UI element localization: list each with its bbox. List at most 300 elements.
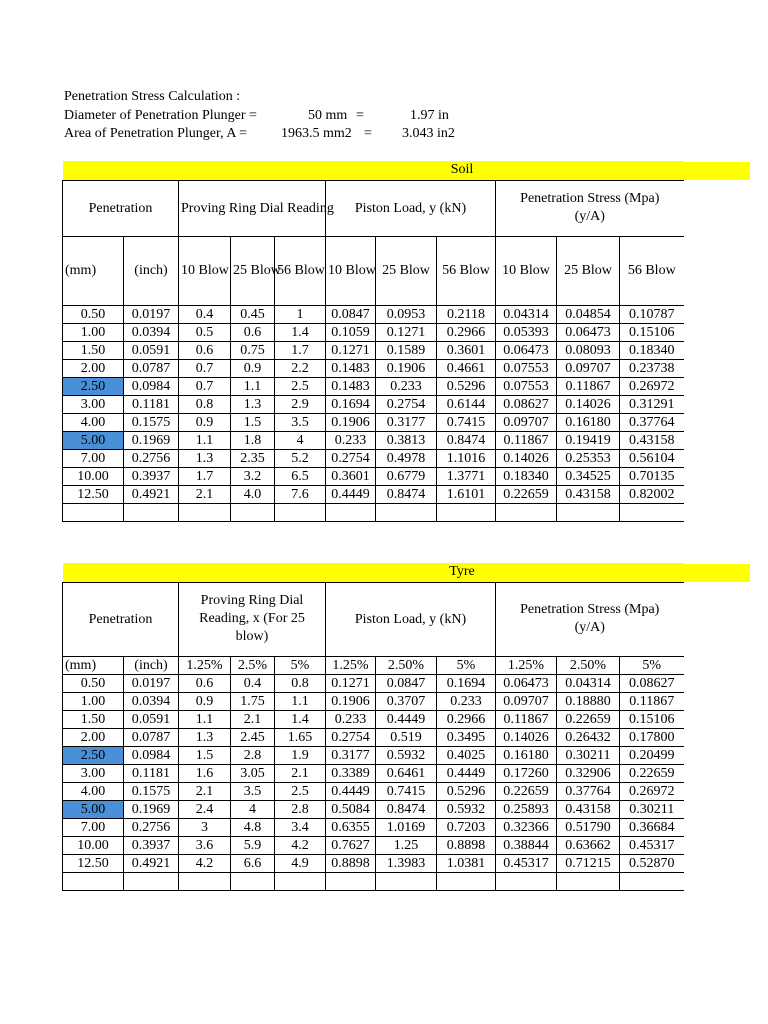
tyre-cell: 0.30211: [620, 800, 684, 818]
tyre-subheader-cell: 5%: [620, 656, 684, 674]
tyre-table: [62, 563, 684, 891]
soil-cell: 4.00: [63, 413, 124, 431]
soil-cell: 0.4978: [376, 449, 437, 467]
tyre-cell: 0.11867: [620, 692, 684, 710]
soil-cell: 0.4: [179, 305, 231, 323]
soil-cell: 0.3937: [124, 467, 179, 485]
table-row: [63, 485, 684, 503]
table-row: [63, 800, 684, 818]
soil-cell: 1.1: [231, 377, 275, 395]
tyre-cell: 2.5: [275, 782, 326, 800]
table-row: [63, 323, 684, 341]
tyre-cell: 0.1181: [124, 764, 179, 782]
tyre-cell: 0.26432: [557, 728, 620, 746]
soil-cell: 0.23738: [620, 359, 684, 377]
tyre-cell: 0.52870: [620, 854, 684, 872]
soil-cell: 0.6: [179, 341, 231, 359]
diameter-label: Diameter of Penetration Plunger =: [64, 107, 257, 123]
soil-subheader-cell: 10 Blow: [326, 236, 376, 305]
soil-cell: 0.9: [231, 359, 275, 377]
soil-cell: 0.2754: [376, 395, 437, 413]
tyre-cell: 0.1271: [326, 674, 376, 692]
soil-cell: 0.4449: [326, 485, 376, 503]
soil-cell: 0.3601: [437, 341, 496, 359]
soil-cell: 0.7: [179, 377, 231, 395]
soil-dial-header: Proving Ring Dial Reading: [179, 180, 326, 236]
soil-cell: 1.3: [179, 449, 231, 467]
tyre-cell: 0.51790: [557, 818, 620, 836]
table-row: [63, 764, 684, 782]
table-row: [63, 836, 684, 854]
soil-cell: 5.2: [275, 449, 326, 467]
tyre-cell: 0.15106: [620, 710, 684, 728]
table-row: [63, 692, 684, 710]
tyre-cell: 0.6461: [376, 764, 437, 782]
soil-cell: 0.233: [376, 377, 437, 395]
soil-cell: 2.50: [63, 377, 124, 395]
tyre-cell: 0.4449: [437, 764, 496, 782]
tyre-cell: 0.63662: [557, 836, 620, 854]
soil-cell: 0.1271: [376, 323, 437, 341]
tyre-title: Tyre: [63, 563, 684, 582]
tyre-cell: 0.5296: [437, 782, 496, 800]
soil-cell: 1.4: [275, 323, 326, 341]
soil-cell: 0.5296: [437, 377, 496, 395]
soil-cell: 0.1271: [326, 341, 376, 359]
soil-cell: 0.0847: [326, 305, 376, 323]
tyre-cell: 0.5932: [376, 746, 437, 764]
soil-cell: 1: [275, 305, 326, 323]
tyre-cell: 0.0591: [124, 710, 179, 728]
soil-cell: 0.2118: [437, 305, 496, 323]
tyre-cell: 1.0169: [376, 818, 437, 836]
soil-cell: 0.16180: [557, 413, 620, 431]
soil-cell: 2.1: [179, 485, 231, 503]
soil-cell: 0.2754: [326, 449, 376, 467]
diameter-eq: =: [356, 107, 364, 123]
tyre-cell: 0.16180: [496, 746, 557, 764]
tyre-cell: 0.32906: [557, 764, 620, 782]
tyre-cell: 5.9: [231, 836, 275, 854]
soil-cell: 0.09707: [557, 359, 620, 377]
soil-cell: 0.11867: [557, 377, 620, 395]
soil-cell: 0.11867: [496, 431, 557, 449]
soil-cell: 1.00: [63, 323, 124, 341]
tyre-cell: 1.6: [179, 764, 231, 782]
tyre-cell: 0.4: [231, 674, 275, 692]
soil-cell: 0.0197: [124, 305, 179, 323]
soil-cell: 0.06473: [557, 323, 620, 341]
soil-cell: 1.1: [179, 431, 231, 449]
tyre-cell: 0.09707: [496, 692, 557, 710]
soil-cell: 0.2756: [124, 449, 179, 467]
soil-cell: 0.3813: [376, 431, 437, 449]
tyre-cell: 1.50: [63, 710, 124, 728]
tyre-cell: 0.17800: [620, 728, 684, 746]
soil-cell: 1.6101: [437, 485, 496, 503]
soil-blank-cell: [496, 503, 557, 521]
table-row: [63, 395, 684, 413]
tyre-cell: 3.00: [63, 764, 124, 782]
soil-cell: 2.35: [231, 449, 275, 467]
soil-cell: 0.1589: [376, 341, 437, 359]
soil-cell: 0.56104: [620, 449, 684, 467]
tyre-cell: 2.45: [231, 728, 275, 746]
soil-cell: 3.5: [275, 413, 326, 431]
soil-cell: 0.3177: [376, 413, 437, 431]
blank-row: [63, 872, 684, 890]
tyre-cell: 0.0394: [124, 692, 179, 710]
soil-cell: 10.00: [63, 467, 124, 485]
tyre-cell: 0.32366: [496, 818, 557, 836]
tyre-blank-cell: [179, 872, 231, 890]
table-row: [63, 449, 684, 467]
tyre-blank-cell: [124, 872, 179, 890]
soil-subheader-cell: 56 Blow: [437, 236, 496, 305]
soil-cell: 0.9: [179, 413, 231, 431]
soil-cell: 0.07553: [496, 377, 557, 395]
soil-cell: 1.50: [63, 341, 124, 359]
soil-cell: 0.04854: [557, 305, 620, 323]
soil-blank-cell: [326, 503, 376, 521]
tyre-cell: 0.22659: [557, 710, 620, 728]
tyre-blank-cell: [437, 872, 496, 890]
soil-cell: 0.8474: [437, 431, 496, 449]
soil-subheader-row: [63, 236, 684, 305]
soil-cell: 2.9: [275, 395, 326, 413]
soil-cell: 1.1016: [437, 449, 496, 467]
tyre-blank-cell: [496, 872, 557, 890]
soil-cell: 0.1906: [326, 413, 376, 431]
tyre-stress-header: Penetration Stress (Mpa) (y/A): [496, 582, 684, 656]
table-row: [63, 431, 684, 449]
area-label: Area of Penetration Plunger, A =: [64, 126, 248, 141]
table-row: [63, 467, 684, 485]
tyre-cell: 4.2: [275, 836, 326, 854]
soil-cell: 0.233: [326, 431, 376, 449]
tyre-subheader-cell: 5%: [437, 656, 496, 674]
soil-subheader-cell: (mm): [63, 236, 124, 305]
tyre-cell: 1.25: [376, 836, 437, 854]
tyre-cell: 0.7415: [376, 782, 437, 800]
tyre-cell: 0.0984: [124, 746, 179, 764]
tyre-cell: 1.00: [63, 692, 124, 710]
tyre-cell: 0.4025: [437, 746, 496, 764]
tyre-cell: 0.3937: [124, 836, 179, 854]
calc-title: Penetration Stress Calculation :: [64, 89, 241, 104]
tyre-cell: 0.2966: [437, 710, 496, 728]
tyre-cell: 0.233: [326, 710, 376, 728]
soil-cell: 2.2: [275, 359, 326, 377]
soil-cell: 0.18340: [496, 467, 557, 485]
tyre-blank-cell: [63, 872, 124, 890]
area-eq: =: [364, 126, 372, 141]
tyre-cell: 2.00: [63, 728, 124, 746]
tyre-cell: 3.6: [179, 836, 231, 854]
tyre-blank-cell: [275, 872, 326, 890]
tyre-cell: 0.08627: [620, 674, 684, 692]
tyre-cell: 0.6: [179, 674, 231, 692]
table-row: [63, 359, 684, 377]
soil-blank-cell: [437, 503, 496, 521]
tyre-dial-header: Proving Ring Dial Reading, x (For 25 blow): [179, 582, 326, 656]
soil-cell: 0.07553: [496, 359, 557, 377]
soil-cell: 0.19419: [557, 431, 620, 449]
soil-cell: 4.0: [231, 485, 275, 503]
tyre-cell: 2.50: [63, 746, 124, 764]
soil-cell: 0.4661: [437, 359, 496, 377]
tyre-cell: 4.9: [275, 854, 326, 872]
tyre-load-header: Piston Load, y (kN): [326, 582, 496, 656]
tyre-cell: 3.05: [231, 764, 275, 782]
tyre-cell: 0.6355: [326, 818, 376, 836]
tyre-cell: 1.75: [231, 692, 275, 710]
tyre-cell: 1.3983: [376, 854, 437, 872]
soil-stress-header: Penetration Stress (Mpa) (y/A): [496, 180, 684, 236]
soil-cell: 0.14026: [496, 449, 557, 467]
table-row: [63, 818, 684, 836]
table-row: [63, 746, 684, 764]
tyre-cell: 1.3: [179, 728, 231, 746]
soil-cell: 1.3: [231, 395, 275, 413]
tyre-cell: 5.00: [63, 800, 124, 818]
tyre-blank-cell: [376, 872, 437, 890]
soil-cell: 0.2966: [437, 323, 496, 341]
soil-cell: 0.0394: [124, 323, 179, 341]
tyre-cell: 1.1: [275, 692, 326, 710]
tyre-cell: 3.4: [275, 818, 326, 836]
soil-cell: 0.08093: [557, 341, 620, 359]
tyre-cell: 0.1575: [124, 782, 179, 800]
soil-title: Soil: [63, 161, 684, 180]
soil-cell: 4: [275, 431, 326, 449]
tyre-cell: 0.38844: [496, 836, 557, 854]
tyre-cell: 0.25893: [496, 800, 557, 818]
tyre-cell: 12.50: [63, 854, 124, 872]
soil-cell: 0.31291: [620, 395, 684, 413]
tyre-cell: 1.1: [179, 710, 231, 728]
soil-cell: 2.00: [63, 359, 124, 377]
table-row: [63, 782, 684, 800]
table-row: [63, 377, 684, 395]
soil-cell: 2.5: [275, 377, 326, 395]
tyre-cell: 1.4: [275, 710, 326, 728]
soil-blank-cell: [376, 503, 437, 521]
tyre-cell: 0.1694: [437, 674, 496, 692]
table-row: [63, 728, 684, 746]
tyre-cell: 0.37764: [557, 782, 620, 800]
soil-cell: 0.82002: [620, 485, 684, 503]
blank-row: [63, 503, 684, 521]
soil-cell: 0.43158: [557, 485, 620, 503]
tyre-cell: 0.22659: [496, 782, 557, 800]
soil-cell: 0.22659: [496, 485, 557, 503]
soil-cell: 0.8: [179, 395, 231, 413]
soil-cell: 0.7415: [437, 413, 496, 431]
table-row: [63, 305, 684, 323]
soil-cell: 0.14026: [557, 395, 620, 413]
soil-penetration-header: Penetration: [63, 180, 179, 236]
tyre-cell: 4: [231, 800, 275, 818]
soil-subheader-cell: 56 Blow: [620, 236, 684, 305]
tyre-cell: 0.7203: [437, 818, 496, 836]
tyre-cell: 0.1906: [326, 692, 376, 710]
soil-cell: 0.05393: [496, 323, 557, 341]
tyre-cell: 0.519: [376, 728, 437, 746]
soil-cell: 7.6: [275, 485, 326, 503]
soil-cell: 0.25353: [557, 449, 620, 467]
soil-cell: 0.4921: [124, 485, 179, 503]
soil-cell: 0.50: [63, 305, 124, 323]
tyre-cell: 3.5: [231, 782, 275, 800]
soil-cell: 0.6: [231, 323, 275, 341]
soil-blank-cell: [620, 503, 684, 521]
tyre-subheader-cell: 2.50%: [557, 656, 620, 674]
soil-cell: 6.5: [275, 467, 326, 485]
tyre-cell: 0.0847: [376, 674, 437, 692]
tyre-cell: 6.6: [231, 854, 275, 872]
soil-cell: 0.09707: [496, 413, 557, 431]
tyre-cell: 0.4449: [376, 710, 437, 728]
soil-cell: 0.06473: [496, 341, 557, 359]
soil-cell: 0.08627: [496, 395, 557, 413]
tyre-cell: 0.1969: [124, 800, 179, 818]
tyre-cell: 1.5: [179, 746, 231, 764]
tyre-cell: 1.9: [275, 746, 326, 764]
tyre-cell: 2.1: [179, 782, 231, 800]
tyre-subheader-cell: (mm): [63, 656, 124, 674]
tyre-cell: 2.8: [275, 800, 326, 818]
soil-cell: 0.43158: [620, 431, 684, 449]
tyre-blank-cell: [557, 872, 620, 890]
soil-title-fill: [682, 162, 750, 180]
tyre-cell: 0.0197: [124, 674, 179, 692]
tyre-subheader-cell: 1.25%: [496, 656, 557, 674]
soil-cell: 0.6779: [376, 467, 437, 485]
tyre-cell: 10.00: [63, 836, 124, 854]
tyre-cell: 0.36684: [620, 818, 684, 836]
tyre-subheader-cell: 2.50%: [376, 656, 437, 674]
soil-subheader-cell: 25 Blow: [557, 236, 620, 305]
tyre-cell: 0.5932: [437, 800, 496, 818]
tyre-cell: 2.1: [275, 764, 326, 782]
tyre-cell: 0.11867: [496, 710, 557, 728]
soil-cell: 0.1059: [326, 323, 376, 341]
soil-cell: 0.1181: [124, 395, 179, 413]
area-mm2: 1963.5 mm2: [281, 126, 352, 141]
tyre-cell: 0.5084: [326, 800, 376, 818]
tyre-cell: 0.3707: [376, 692, 437, 710]
diameter-mm: 50 mm: [308, 107, 348, 123]
tyre-cell: 4.8: [231, 818, 275, 836]
tyre-cell: 0.22659: [620, 764, 684, 782]
tyre-cell: 1.65: [275, 728, 326, 746]
soil-cell: 7.00: [63, 449, 124, 467]
soil-blank-cell: [557, 503, 620, 521]
tyre-cell: 0.2756: [124, 818, 179, 836]
soil-cell: 1.8: [231, 431, 275, 449]
tyre-cell: 0.06473: [496, 674, 557, 692]
soil-cell: 3.2: [231, 467, 275, 485]
tyre-cell: 0.26972: [620, 782, 684, 800]
soil-cell: 0.15106: [620, 323, 684, 341]
soil-cell: 12.50: [63, 485, 124, 503]
tyre-cell: 1.0381: [437, 854, 496, 872]
soil-cell: 0.75: [231, 341, 275, 359]
soil-cell: 1.7: [275, 341, 326, 359]
tyre-subheader-row: [63, 656, 684, 674]
soil-subheader-cell: (inch): [124, 236, 179, 305]
tyre-title-fill: [682, 564, 750, 582]
tyre-cell: 2.8: [231, 746, 275, 764]
table-row: [63, 413, 684, 431]
soil-cell: 0.0787: [124, 359, 179, 377]
tyre-cell: 0.45317: [496, 854, 557, 872]
tyre-cell: 0.18880: [557, 692, 620, 710]
soil-cell: 0.7: [179, 359, 231, 377]
diameter-in: 1.97 in: [410, 107, 449, 123]
tyre-blank-cell: [620, 872, 684, 890]
soil-blank-cell: [275, 503, 326, 521]
table-row: [63, 674, 684, 692]
tyre-cell: 0.43158: [557, 800, 620, 818]
soil-cell: 0.8474: [376, 485, 437, 503]
soil-cell: 0.10787: [620, 305, 684, 323]
tyre-cell: 0.3495: [437, 728, 496, 746]
soil-cell: 0.1483: [326, 377, 376, 395]
tyre-penetration-header: Penetration: [63, 582, 179, 656]
soil-table: [62, 161, 684, 522]
table-row: [63, 710, 684, 728]
tyre-cell: 4.2: [179, 854, 231, 872]
tyre-cell: 2.1: [231, 710, 275, 728]
soil-cell: 0.1969: [124, 431, 179, 449]
soil-cell: 0.1694: [326, 395, 376, 413]
tyre-cell: 4.00: [63, 782, 124, 800]
soil-cell: 0.0591: [124, 341, 179, 359]
soil-cell: 0.45: [231, 305, 275, 323]
soil-cell: 0.18340: [620, 341, 684, 359]
soil-cell: 0.1906: [376, 359, 437, 377]
tyre-cell: 0.8898: [326, 854, 376, 872]
tyre-cell: 7.00: [63, 818, 124, 836]
tyre-blank-cell: [231, 872, 275, 890]
soil-subheader-cell: 10 Blow: [496, 236, 557, 305]
tyre-cell: 0.04314: [557, 674, 620, 692]
tyre-blank-cell: [326, 872, 376, 890]
tyre-cell: 0.50: [63, 674, 124, 692]
tyre-cell: 0.2754: [326, 728, 376, 746]
soil-subheader-cell: 25 Blow: [376, 236, 437, 305]
soil-cell: 1.3771: [437, 467, 496, 485]
soil-cell: 0.1483: [326, 359, 376, 377]
tyre-cell: 0.71215: [557, 854, 620, 872]
tyre-subheader-cell: 2.5%: [231, 656, 275, 674]
soil-cell: 0.04314: [496, 305, 557, 323]
soil-cell: 0.6144: [437, 395, 496, 413]
soil-blank-cell: [231, 503, 275, 521]
soil-cell: 0.70135: [620, 467, 684, 485]
soil-subheader-cell: 25 Blow: [231, 236, 275, 305]
area-in2: 3.043 in2: [402, 126, 455, 141]
soil-cell: 5.00: [63, 431, 124, 449]
table-row: [63, 341, 684, 359]
soil-cell: 0.26972: [620, 377, 684, 395]
tyre-cell: 0.4449: [326, 782, 376, 800]
tyre-cell: 3: [179, 818, 231, 836]
soil-cell: 3.00: [63, 395, 124, 413]
soil-cell: 0.1575: [124, 413, 179, 431]
